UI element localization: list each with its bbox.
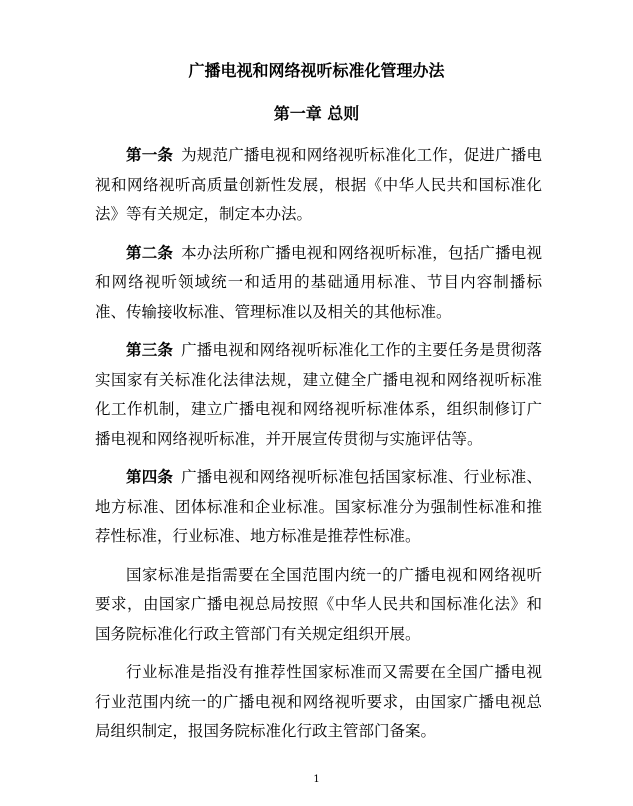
- article-paragraph: [95, 141, 542, 230]
- body-paragraph: [95, 561, 542, 650]
- article-text: 广播电视和网络视听标准化工作的主要任务是贯彻落实国家有关标准化法律法规，建立健全广播电视和网络视听标准化工作机制，建立广播电视和网络视听标准体系，组织制修订广播电视和网络视听标准，并开展宣传贯彻与实施评估等。: [95, 341, 542, 448]
- chapter-heading: 第一章 总则: [273, 104, 360, 123]
- article-text: 本办法所称广播电视和网络视听标准，包括广播电视和网络视听领域统一和适用的基础通用标准、节目内容制播标准、传输接收标准、管理标准以及相关的其他标准。: [95, 243, 542, 321]
- article-text: 广播电视和网络视听标准包括国家标准、行业标准、地方标准、团体标准和企业标准。国家标准分为强制性标准和推荐性标准，行业标准、地方标准是推荐性标准。: [95, 468, 542, 545]
- document-title: 广播电视和网络视听标准化管理办法: [188, 61, 445, 80]
- article-paragraph: [95, 239, 542, 328]
- article-paragraph: [95, 463, 542, 552]
- paragraph-text: 行业标准是指没有推荐性国家标准而又需要在全国广播电视行业范围内统一的广播电视和网络视听要求，由国家广播电视总局组织制定，报国务院标准化行政主管部门备案。: [95, 663, 542, 740]
- article-paragraph: [95, 336, 542, 454]
- page-number: 1: [313, 774, 320, 785]
- document-body: [95, 141, 542, 756]
- article-label: 第三条: [126, 341, 174, 359]
- body-paragraph: [95, 658, 542, 747]
- article-label: 第二条: [126, 243, 174, 262]
- article-label: 第一条: [126, 146, 174, 164]
- article-text: 为规范广播电视和网络视听标准化工作，促进广播电视和网络视听高质量创新性发展，根据《中华人民共和国标准化法》等有关规定，制定本办法。: [95, 146, 542, 223]
- paragraph-text: 国家标准是指需要在全国范围内统一的广播电视和网络视听要求，由国家广播电视总局按照《中华人民共和国标准化法》和国务院标准化行政主管部门有关规定组织开展。: [95, 565, 542, 643]
- article-label: 第四条: [126, 468, 174, 486]
